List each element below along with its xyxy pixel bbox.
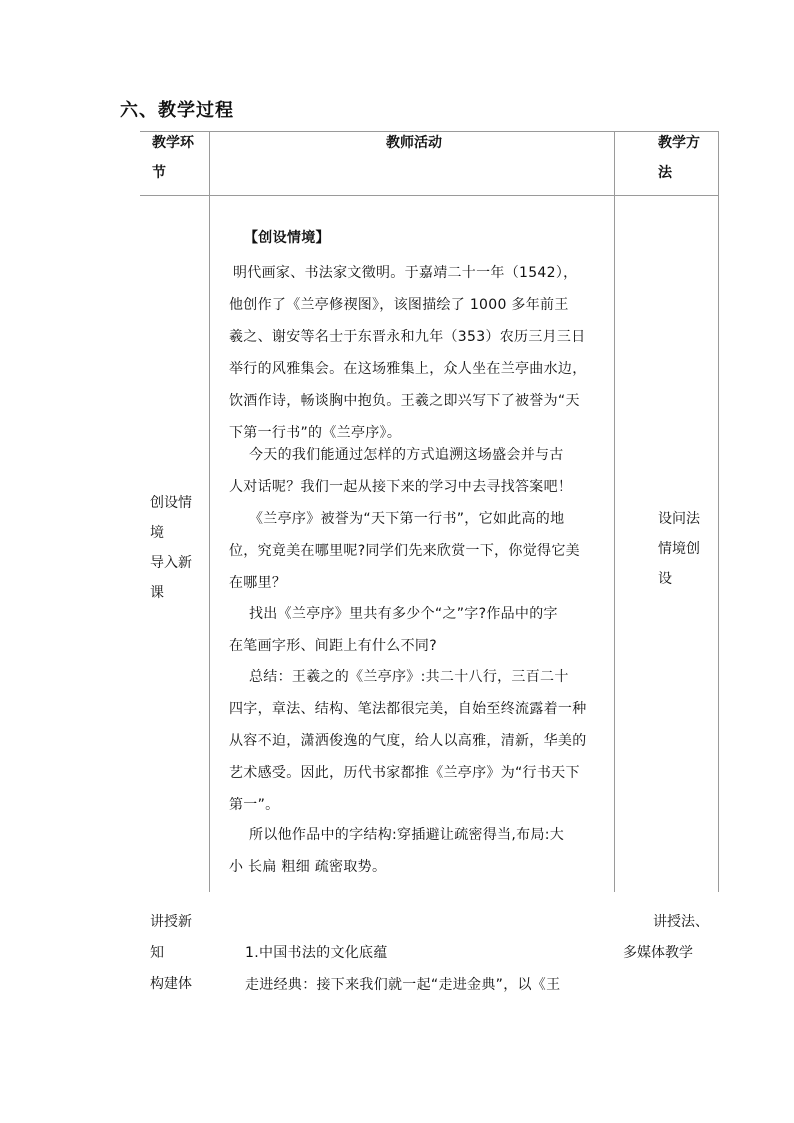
header-activity: 教师活动 <box>386 135 442 151</box>
row1-stage: 创设情 境 导入新 课 <box>150 495 192 601</box>
activity-title: 【创设情境】 <box>244 230 330 246</box>
activity-paragraph-6: 所以他作品中的字结构:穿插避让疏密得当,布局:大 小 长扁 粗细 疏密取势。 <box>229 827 565 875</box>
col2-right-border <box>614 131 615 195</box>
header-stage: 教学环 节 <box>152 135 194 181</box>
activity-paragraph-1: 明代画家、书法家文徵明。于嘉靖二十一年（1542）， 他创作了《兰亭修禊图》，该图描绘了 1000 多年前王 羲之、谢安等名士于东晋永和九年（353）农历三月三日 举行的风雅集会。在这场雅集上，众人坐在兰亭曲水边， 饮酒作诗，畅谈胸中抱负。王羲之即兴写下了被誉为“天 下第一行书”的《兰亭序》。 <box>229 265 587 441</box>
section-heading: 六、教学过程 <box>120 100 234 121</box>
table-right-border-row1 <box>718 196 719 892</box>
activity-paragraph-4: 找出《兰亭序》里共有多少个“之”字?作品中的字 在笔画字形、间距上有什么不同? <box>229 606 558 654</box>
header-bottom-border <box>140 195 719 196</box>
row2-method: 讲授法、 多媒体教学 <box>623 914 709 961</box>
row1-method: 设问法 情境创 设 <box>658 511 700 587</box>
row2-activity: 1.中国书法的文化底蕴 走进经典：接下来我们就一起“走进金典”，以《王 <box>245 945 561 993</box>
activity-paragraph-2: 今天的我们能通过怎样的方式追溯这场盛会并与古 人对话呢？我们一起从接下来的学习中去寻找答案吧！ <box>229 447 573 495</box>
activity-paragraph-5: 总结：王羲之的《兰亭序》:共二十八行，三百二十 四字，章法、结构、笔法都很完美，自始至终流露着一种 从容不迫，潇洒俊逸的气度，给人以高雅，清新，华美的 艺术感受。因此，历代书家都推《兰亭序》为“行书天下 第一”。 <box>229 669 587 813</box>
header-method: 教学方 法 <box>658 135 700 181</box>
row2-stage: 讲授新 知 构建体 <box>150 914 192 992</box>
col2-right-border-row1 <box>614 196 615 892</box>
activity-paragraph-3: 《兰亭序》被誉为“天下第一行书”，它如此高的地 位，究竟美在哪里呢?同学们先来欣赏一下，你觉得它美 在哪里？ <box>229 511 580 591</box>
col1-right-border-row1 <box>209 196 210 892</box>
table-right-border <box>718 131 719 195</box>
col1-right-border <box>209 131 210 195</box>
